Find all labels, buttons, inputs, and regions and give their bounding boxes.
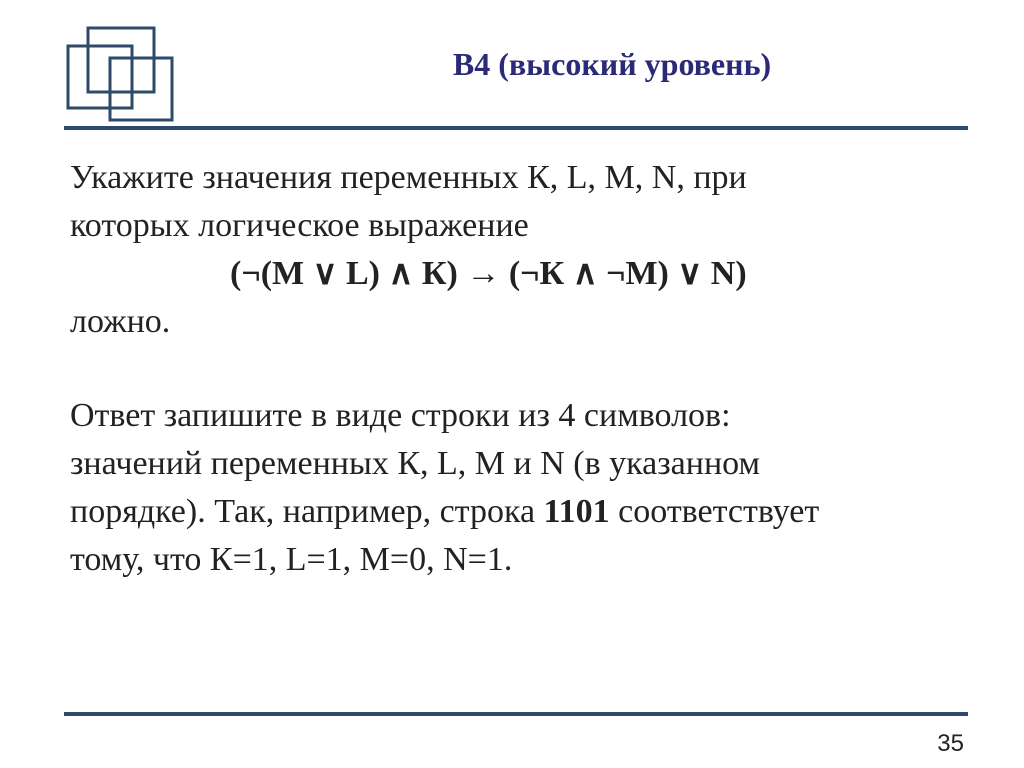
logic-formula: (¬(M ∨ L) ∧ К) → (¬К ∧ ¬M) ∨ N) [230,255,747,292]
task-line-1: Укажите значения переменных К, L, M, N, при [70,159,747,196]
answer-line-1: Ответ запишите в виде строки из 4 символов: [70,397,731,434]
answer-line-4: тому, что К=1, L=1, M=0, N=1. [70,541,513,578]
answer-line-3-pre: порядке). Так, например, строка [70,493,544,530]
task-line-3: ложно. [70,303,171,340]
answer-line-3 [70,488,970,536]
bottom-divider [64,712,968,716]
page-number: 35 [937,730,964,757]
logo-squares-icon [66,26,176,122]
paragraph-gap [70,346,970,392]
slide-body [70,154,970,584]
slide-title: В4 (высокий уровень) [452,46,772,82]
task-line-2: которых логическое выражение [70,207,529,244]
answer-line-2: значений переменных К, L, M и N (в указанном [70,445,761,482]
example-answer: 1101 [543,493,610,530]
top-divider [64,126,968,130]
answer-line-3-post: соответствует [609,493,820,530]
